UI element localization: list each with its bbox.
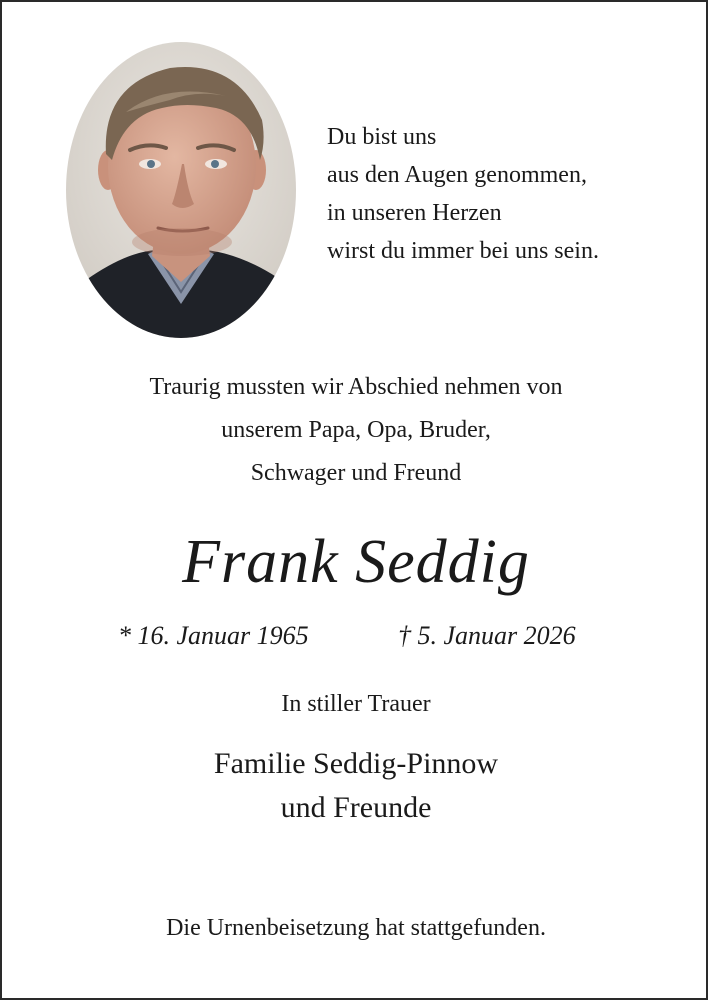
verse-line: in unseren Herzen	[327, 200, 502, 226]
death-date: † 5. Januar 2026	[398, 621, 576, 650]
announcement-line: unserem Papa, Opa, Bruder,	[221, 417, 491, 443]
verse-line: Du bist uns	[327, 124, 437, 150]
family-line: Familie Seddig-Pinnow	[213, 747, 499, 780]
burial-note: Die Urnenbeisetzung hat stattgefunden.	[166, 915, 546, 941]
family-signature	[2, 742, 708, 830]
mourning-line: In stiller Trauer	[281, 691, 431, 717]
verse-line: aus den Augen genommen,	[327, 162, 587, 188]
verse-line: wirst du immer bei uns sein.	[327, 238, 599, 264]
birth-date: * 16. Januar 1965	[118, 621, 309, 650]
announcement-line: Traurig mussten wir Abschied nehmen von	[149, 374, 563, 400]
announcement-line: Schwager und Freund	[250, 460, 462, 486]
announcement-text	[2, 366, 708, 495]
memorial-verse	[327, 118, 599, 270]
portrait-photo	[66, 42, 296, 338]
family-line: und Freunde	[280, 791, 432, 824]
deceased-name: Frank Seddig	[182, 528, 530, 596]
